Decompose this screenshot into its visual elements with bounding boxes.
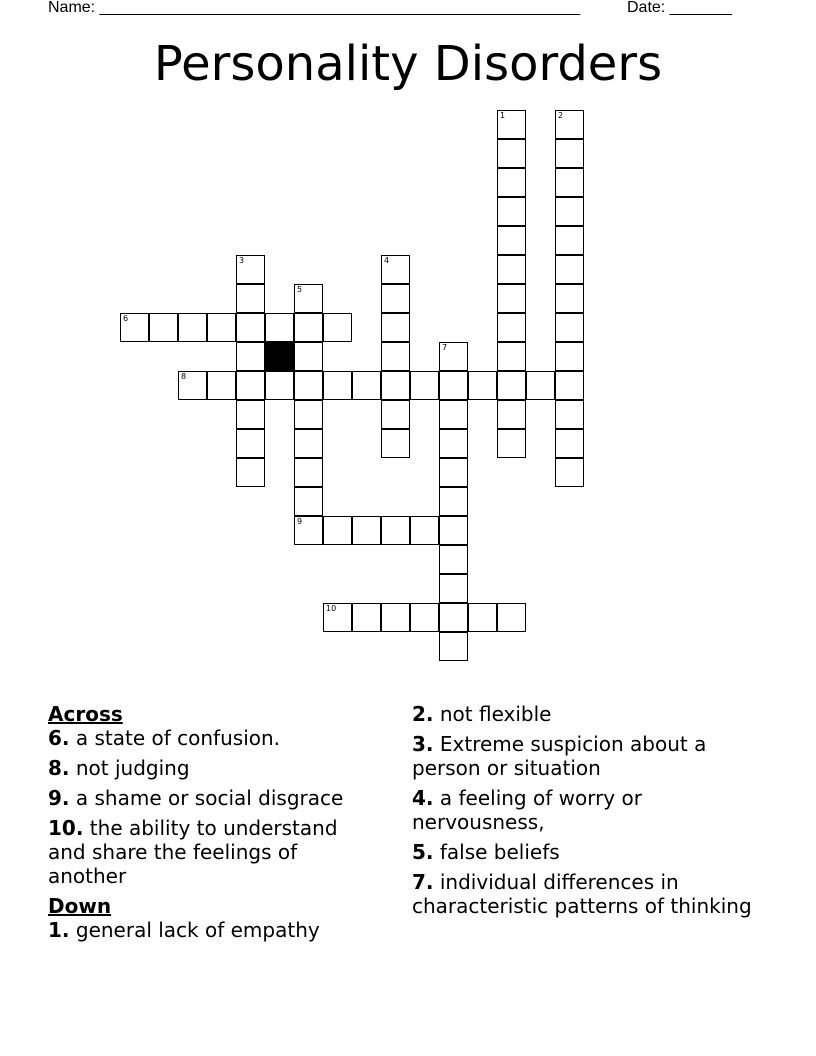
crossword-cell[interactable]: [381, 429, 410, 458]
crossword-cell[interactable]: [236, 458, 265, 487]
crossword-cell[interactable]: [555, 255, 584, 284]
crossword-cell[interactable]: [439, 574, 468, 603]
clue-number: 4.: [412, 786, 434, 810]
crossword-cell[interactable]: [410, 603, 439, 632]
clue-text: not flexible: [433, 702, 552, 726]
crossword-cell[interactable]: [555, 400, 584, 429]
crossword-cell[interactable]: [352, 371, 381, 400]
crossword-cell[interactable]: [381, 516, 410, 545]
clue-text: a feeling of worry or nervousness,: [412, 786, 642, 834]
crossword-cell[interactable]: [352, 603, 381, 632]
crossword-cell[interactable]: [439, 603, 468, 632]
crossword-cell[interactable]: [497, 110, 526, 139]
clues-right-column: [412, 702, 752, 924]
crossword-cell[interactable]: [497, 400, 526, 429]
crossword-cell[interactable]: [323, 603, 352, 632]
across-heading: Across: [48, 702, 123, 726]
crossword-cell[interactable]: [497, 139, 526, 168]
crossword-cell[interactable]: [294, 371, 323, 400]
crossword-cell[interactable]: [265, 313, 294, 342]
crossword-cell[interactable]: [381, 603, 410, 632]
clue-number-label: 3: [239, 256, 245, 265]
crossword-cell[interactable]: [555, 226, 584, 255]
crossword-cell[interactable]: [294, 400, 323, 429]
crossword-cell[interactable]: [178, 371, 207, 400]
crossword-cell[interactable]: [439, 342, 468, 371]
crossword-cell[interactable]: [468, 603, 497, 632]
crossword-cell[interactable]: [555, 197, 584, 226]
clue-number-label: 4: [384, 256, 390, 265]
clue-across-10: [48, 816, 378, 888]
crossword-cell[interactable]: [468, 371, 497, 400]
crossword-cell[interactable]: [439, 487, 468, 516]
crossword-cell[interactable]: [497, 313, 526, 342]
clue-number: 1.: [48, 918, 70, 942]
clue-across-9: [48, 786, 378, 810]
clue-text: the ability to understand and share the feelings of another: [48, 816, 338, 888]
crossword-cell[interactable]: [236, 429, 265, 458]
crossword-cell[interactable]: [381, 371, 410, 400]
clue-down-3: [412, 732, 752, 780]
crossword-cell[interactable]: [381, 400, 410, 429]
crossword-cell[interactable]: [555, 371, 584, 400]
crossword-cell[interactable]: [381, 284, 410, 313]
clue-number-label: 5: [297, 285, 303, 294]
clues-left-column: [48, 702, 378, 948]
crossword-cell[interactable]: [555, 168, 584, 197]
clue-number-label: 7: [442, 343, 448, 352]
crossword-cell[interactable]: [294, 284, 323, 313]
crossword-cell[interactable]: [236, 342, 265, 371]
crossword-cell[interactable]: [555, 284, 584, 313]
clue-number-label: 10: [326, 604, 337, 613]
crossword-cell[interactable]: [265, 371, 294, 400]
crossword-cell[interactable]: [555, 110, 584, 139]
crossword-cell[interactable]: [294, 342, 323, 371]
clue-text: a shame or social disgrace: [69, 786, 344, 810]
crossword-cell[interactable]: [497, 603, 526, 632]
blocked-cell: [265, 342, 294, 371]
clue-number: 8.: [48, 756, 70, 780]
crossword-cell[interactable]: [497, 429, 526, 458]
crossword-cell[interactable]: [439, 632, 468, 661]
crossword-cell[interactable]: [236, 313, 265, 342]
clue-down-2: [412, 702, 752, 726]
crossword-cell[interactable]: [439, 400, 468, 429]
crossword-cell[interactable]: [207, 313, 236, 342]
crossword-cell[interactable]: [120, 313, 149, 342]
crossword-cell[interactable]: [555, 342, 584, 371]
clue-number-label: 1: [500, 111, 506, 120]
crossword-cell[interactable]: [381, 255, 410, 284]
crossword-cell[interactable]: [323, 313, 352, 342]
crossword-cell[interactable]: [526, 371, 555, 400]
crossword-cell[interactable]: [439, 429, 468, 458]
name-field-label: Name: ______________________________________________________: [48, 0, 581, 16]
clue-number: 10.: [48, 816, 84, 840]
clue-number-label: 2: [558, 111, 564, 120]
crossword-cell[interactable]: [555, 429, 584, 458]
clue-number-label: 9: [297, 517, 303, 526]
crossword-cell[interactable]: [294, 487, 323, 516]
crossword-cell[interactable]: [497, 168, 526, 197]
crossword-cell[interactable]: [555, 313, 584, 342]
crossword-cell[interactable]: [236, 284, 265, 313]
clue-text: Extreme suspicion about a person or situation: [412, 732, 707, 780]
clue-down-1: [48, 918, 378, 942]
crossword-cell[interactable]: [323, 371, 352, 400]
down-heading: Down: [48, 894, 112, 918]
crossword-cell[interactable]: [439, 545, 468, 574]
clue-across-6: [48, 726, 378, 750]
crossword-cell[interactable]: [410, 371, 439, 400]
clue-number: 9.: [48, 786, 70, 810]
crossword-cell[interactable]: [323, 516, 352, 545]
clue-number: 2.: [412, 702, 434, 726]
clue-number: 5.: [412, 840, 434, 864]
clue-number: 6.: [48, 726, 70, 750]
crossword-cell[interactable]: [555, 139, 584, 168]
clue-down-7: [412, 870, 752, 918]
crossword-cell[interactable]: [294, 429, 323, 458]
page-title: Personality Disorders: [153, 36, 663, 92]
clue-down-4: [412, 786, 752, 834]
crossword-cell[interactable]: [149, 313, 178, 342]
clue-text: false beliefs: [433, 840, 560, 864]
crossword-cell[interactable]: [381, 342, 410, 371]
crossword-cell[interactable]: [439, 516, 468, 545]
crossword-cell[interactable]: [236, 255, 265, 284]
crossword-cell[interactable]: [497, 197, 526, 226]
crossword-cell[interactable]: [178, 313, 207, 342]
crossword-cell[interactable]: [497, 342, 526, 371]
crossword-cell[interactable]: [555, 458, 584, 487]
crossword-cell[interactable]: [439, 458, 468, 487]
clue-number: 3.: [412, 732, 434, 756]
clue-across-8: [48, 756, 378, 780]
clue-down-5: [412, 840, 752, 864]
date-field-label: Date: _______: [627, 0, 732, 16]
crossword-cell[interactable]: [497, 371, 526, 400]
clue-text: not judging: [69, 756, 190, 780]
crossword-cell[interactable]: [207, 371, 236, 400]
crossword-cell[interactable]: [294, 313, 323, 342]
crossword-cell[interactable]: [497, 255, 526, 284]
crossword-cell[interactable]: [352, 516, 381, 545]
clue-number-label: 8: [181, 372, 187, 381]
crossword-cell[interactable]: [294, 516, 323, 545]
crossword-cell[interactable]: [236, 400, 265, 429]
clue-text: general lack of empathy: [69, 918, 320, 942]
clue-number-label: 6: [123, 314, 129, 323]
clue-text: individual differences in characteristic patterns of thinking: [412, 870, 752, 918]
clue-text: a state of confusion.: [69, 726, 281, 750]
clue-number: 7.: [412, 870, 434, 894]
crossword-cell[interactable]: [294, 458, 323, 487]
crossword-cell[interactable]: [410, 516, 439, 545]
crossword-cell[interactable]: [236, 371, 265, 400]
crossword-cell[interactable]: [439, 371, 468, 400]
crossword-cell[interactable]: [497, 284, 526, 313]
crossword-cell[interactable]: [381, 313, 410, 342]
crossword-cell[interactable]: [497, 226, 526, 255]
